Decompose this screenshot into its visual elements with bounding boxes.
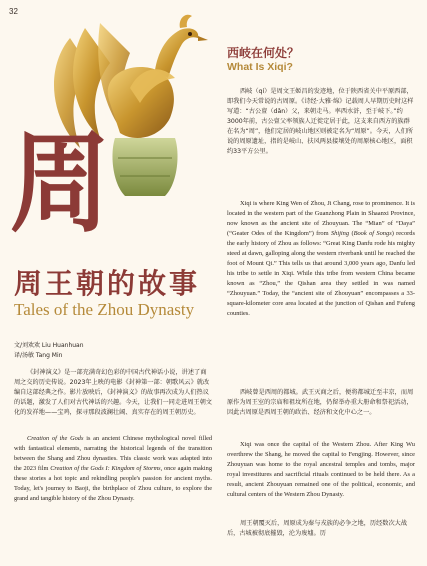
- article-title-zh: 周王朝的故事: [14, 267, 201, 300]
- credits: [14, 341, 84, 361]
- section-title-zh: 西岐在何处？: [227, 46, 300, 60]
- intro-paragraph-en: Creation of the Gods is an ancient Chinese mythological novel filled with fantastical elements, narrating the historical legends of the transition between the Shang and Zhou dynasties. This classic work was adapted into the 2023 film Creation of the Gods I: Kingdom of Storms, once again making these stories a hot topic and rekindling people's passion for ancient myths. Today, let's journey to Baoji, the birthplace of Zhou culture, to explore the grand and tangible history of the Zhou Dynasty.: [14, 435, 213, 502]
- page-number: 32: [9, 7, 18, 16]
- article-title-en: Tales of the Zhou Dynasty: [14, 300, 195, 319]
- section-paragraph-1-zh: 西岐（qí）是周文王姬昌的发迹地，位于陕西省关中平原西部，即我们今天常说的古周原。《诗经·大雅·绵》记载周人早期历史时这样写道：“古公亶（dǎn）父，来朝走马。率西水浒，至于岐下。”约3000年前，古公亶父率领族人迁徙定居于此，这支来自西方的族群在名为“周”，他们定居的岐山地区则被定名为“周原”。今天，人们所说的周原遗址，指的是岐山、扶风两县接壤处的周原核心地区，面积约33平方公里。: [227, 88, 414, 155]
- section-paragraph-2-zh: 西岐曾是西周的都城。武王灭商之后，便将都城迁至丰京，而周原作为周王室的宗庙和祖坟所在地，仍留举办重大册命和祭祀活动，因此古周原是西周王朝的政治、经济和文化中心之一。: [227, 389, 414, 416]
- section-paragraph-3-zh: 周王朝覆灭后，周原成为秦与戎族的必争之地，历经数次大战后，古城被彻底摧毁，沦为废墟。历: [227, 520, 408, 537]
- translator-credit: 译/汤敏 Tang Min: [14, 352, 63, 359]
- section-title-en: What Is Xiqi?: [227, 61, 293, 73]
- decorative-zhou-character: 周: [10, 118, 110, 248]
- intro-paragraph-zh: 《封神演义》是一部充满奇幻色彩的中国古代神话小说，讲述了商周之交的历史传说。2023年上映的电影《封神第一部：朝歌风云》就改编自这部经典之作。影片放映后，《封神演义》的故事再次成为人们热议的话题，激发了人们对古代神话的兴趣。今天，让我们一同走进周王朝文化的发祥地——宝鸡，探寻那段波澜壮阔、真实存在的周王朝历史。: [14, 369, 212, 416]
- section-paragraph-1-en: Xiqi is where King Wen of Zhou, Ji Chang, rose to prominence. It is located in the western part of the Guanzhong Plain in Shaanxi Province, now known as the ancient site of Zhouyuan. The “Mian” of “Daya” (“Geater Odes of the Kingdom”) from Shijing (Book of Songs) records the early history of Zhou as follows: “Great King Danfu rode his mighty steed at dawn, galloping along the western riverbank until he reached the foot of Mount Qi.” This tells us that around 3,000 years ago, Danfu led his tribe to settle in Xiqi. While this tribe from western China became known as “Zhou,” the Qishan area they settled in was named “Zhouyuan.” Today, the “ancient site of Zhouyuan” encompasses a 33-square-kilometer core area located at the junction of Qishan and Fufeng counties.: [227, 200, 415, 317]
- author-credit: 文/刘欢欢 Liu Huanhuan: [14, 342, 84, 349]
- section-paragraph-2-en: Xiqi was once the capital of the Western Zhou. After King Wu overthrew the Shang, he moved the capital to Fengjing. However, since Zhouyuan was home to the royal ancestral temples and tombs, major royal investitures and sacrificial rituals continued to be held there. As a result, ancient Zhouyuan remained one of the political, economic, and cultural centers of the Western Zhou Dynasty.: [227, 441, 415, 498]
